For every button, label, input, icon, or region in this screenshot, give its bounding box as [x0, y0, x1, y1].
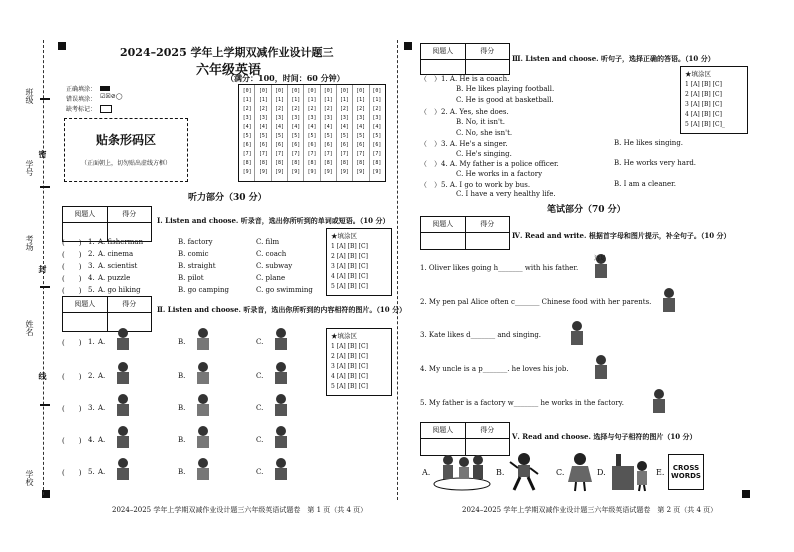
- omr-digit-row[interactable]: [239, 160, 385, 166]
- q2-title: Ⅱ. Listen and choose. 听录音，选出你所听到的内容相符的图片。（10 分）: [157, 305, 407, 314]
- fill-row[interactable]: 2 [A] [B] [C]: [331, 253, 368, 260]
- question-number: 3.: [88, 404, 95, 412]
- margin-label-school: 学校: [25, 470, 34, 486]
- omr-bubble[interactable]: [3]: [242, 115, 252, 121]
- cut-mark: 封: [38, 265, 48, 273]
- fill-row[interactable]: 4 [A] [B] [C]: [331, 373, 368, 380]
- omr-bubble[interactable]: [5]: [258, 133, 268, 139]
- omr-bubble[interactable]: [3]: [323, 115, 333, 121]
- omr-bubble[interactable]: [0]: [307, 88, 317, 94]
- option-b[interactable]: B.: [178, 436, 186, 444]
- omr-bubble[interactable]: [2]: [275, 106, 285, 112]
- omr-bubble[interactable]: [1]: [323, 97, 333, 103]
- answer-blank[interactable]: ( ): [62, 339, 82, 347]
- q5-title: Ⅴ. Read and choose. 选择与句子相符的图片（10 分）: [512, 432, 697, 441]
- omr-bubble[interactable]: [1]: [291, 97, 301, 103]
- q3-question-line[interactable]: （ ）3. A. He's a singer.: [420, 140, 508, 148]
- option-a[interactable]: A.: [98, 436, 106, 444]
- barcode-note: （正面朝上，切勿贴出虚线方框）: [80, 160, 171, 167]
- girl-icon: [190, 360, 216, 388]
- margin-label-room: 考场: [25, 235, 34, 251]
- corner-mark: [58, 42, 66, 50]
- q3-option[interactable]: B. He works very hard.: [614, 159, 697, 167]
- omr-bubble[interactable]: [9]: [339, 169, 349, 175]
- omr-bubble[interactable]: [5]: [372, 133, 382, 139]
- fill-row[interactable]: 4 [A] [B] [C]: [331, 273, 368, 280]
- q3-option[interactable]: B. He likes singing.: [614, 139, 684, 147]
- student-id-omr-grid[interactable]: [238, 84, 386, 182]
- option-a[interactable]: A. puzzle: [98, 274, 131, 282]
- answer-blank[interactable]: ( ): [62, 239, 82, 247]
- family-picnic-picture: [432, 450, 492, 492]
- score-label: 得分: [122, 300, 137, 308]
- q3-option[interactable]: B. He likes playing football.: [456, 85, 555, 93]
- boy-dancing-picture: [508, 452, 540, 492]
- omr-digit-row[interactable]: [239, 169, 385, 175]
- q3-option[interactable]: B. No, it isn't.: [456, 118, 505, 126]
- omr-bubble[interactable]: [4]: [307, 124, 317, 130]
- option-c[interactable]: C.: [256, 404, 264, 412]
- omr-bubble[interactable]: [0]: [242, 88, 252, 94]
- q3-fill-area[interactable]: [680, 66, 748, 134]
- q3-question-line[interactable]: （ ）1. A. He is a coach.: [420, 75, 510, 83]
- shop-icon: [110, 360, 136, 388]
- barcode-title: 贴条形码区: [95, 133, 156, 147]
- wrong-fill-label: 错误填涂：: [66, 96, 97, 103]
- omr-bubble[interactable]: [0]: [323, 88, 333, 94]
- grader-label: 阅题人: [421, 423, 466, 438]
- option-b[interactable]: B. factory: [178, 238, 213, 246]
- omr-bubble[interactable]: [3]: [291, 115, 301, 121]
- omr-bubble[interactable]: [5]: [242, 133, 252, 139]
- option-a[interactable]: A. scientist: [98, 262, 138, 270]
- option-c[interactable]: C. plane: [256, 274, 286, 282]
- answer-blank[interactable]: ( ): [62, 275, 82, 283]
- omr-bubble[interactable]: [2]: [339, 106, 349, 112]
- omr-digit-row[interactable]: [239, 97, 385, 103]
- option-c[interactable]: C. go swimming: [256, 286, 313, 294]
- option-c[interactable]: C. film: [256, 238, 280, 246]
- fill-area-title: ★填涂区: [685, 70, 711, 78]
- q3-question-line[interactable]: （ ）5. A. I go to work by bus.: [420, 181, 531, 189]
- omr-bubble[interactable]: [2]: [258, 106, 268, 112]
- omr-bubble[interactable]: [1]: [356, 97, 366, 103]
- q3-option[interactable]: C. He works in a factory: [456, 170, 543, 178]
- omr-bubble[interactable]: [6]: [258, 142, 268, 148]
- omr-bubble[interactable]: [0]: [356, 88, 366, 94]
- omr-bubble[interactable]: [9]: [242, 169, 252, 175]
- q3-option[interactable]: B. I am a cleaner.: [614, 180, 676, 188]
- question-number: 1.: [88, 238, 95, 246]
- factory-worker-picture: [644, 387, 674, 417]
- answer-blank[interactable]: ( ): [62, 437, 82, 445]
- omr-bubble[interactable]: [2]: [323, 106, 333, 112]
- omr-bubble[interactable]: [9]: [356, 169, 366, 175]
- fill-row[interactable]: 1 [A] [B] [C]: [685, 81, 722, 88]
- omr-bubble[interactable]: [8]: [372, 160, 382, 166]
- omr-bubble[interactable]: [0]: [291, 88, 301, 94]
- omr-bubble[interactable]: [2]: [291, 106, 301, 112]
- fill-area-title: ★填涂区: [331, 232, 357, 240]
- question-number: 5.: [88, 468, 95, 476]
- score-label: 得分: [480, 47, 495, 55]
- omr-bubble[interactable]: [7]: [275, 151, 285, 157]
- option-a[interactable]: A. cinema: [98, 250, 134, 258]
- corner-mark: [404, 42, 412, 50]
- exam-subject: 六年级英语: [196, 63, 262, 78]
- fill-row[interactable]: 3 [A] [B] [C]: [331, 363, 368, 370]
- option-c[interactable]: C. subway: [256, 262, 293, 270]
- option-a[interactable]: A.: [98, 372, 106, 380]
- omr-bubble[interactable]: [2]: [307, 106, 317, 112]
- family-dinner-picture: [654, 286, 684, 316]
- q4-sentence[interactable]: 5. My father is a factory w_______ he works in the factory.: [420, 399, 624, 407]
- reading-icon: [190, 392, 216, 420]
- omr-bubble[interactable]: [1]: [339, 97, 349, 103]
- option-b[interactable]: B. go camping: [178, 286, 229, 294]
- fill-area-title: ★填涂区: [331, 332, 357, 340]
- dancer-icon: [110, 456, 136, 484]
- omr-bubble[interactable]: [4]: [242, 124, 252, 130]
- q5-option-e[interactable]: E.: [656, 468, 665, 477]
- answer-blank[interactable]: ( ): [62, 263, 82, 271]
- omr-bubble[interactable]: [8]: [323, 160, 333, 166]
- omr-bubble[interactable]: [4]: [275, 124, 285, 130]
- bicycle-icon: [268, 360, 294, 388]
- q4-sentence[interactable]: 3. Kate likes d_______ and singing.: [420, 331, 542, 339]
- q5-option-c[interactable]: C.: [556, 468, 565, 477]
- option-b[interactable]: B. straight: [178, 262, 216, 270]
- answer-blank[interactable]: ( ): [62, 287, 82, 295]
- omr-bubble[interactable]: [9]: [291, 169, 301, 175]
- doctor-icon: [110, 392, 136, 420]
- question-number: 4.: [88, 274, 95, 282]
- score-box-q4: [420, 216, 510, 250]
- omr-bubble[interactable]: [5]: [356, 133, 366, 139]
- omr-bubble[interactable]: [7]: [291, 151, 301, 157]
- omr-bubble[interactable]: [6]: [356, 142, 366, 148]
- missing-mark-box[interactable]: [100, 105, 112, 113]
- option-b[interactable]: B.: [178, 338, 186, 346]
- q5-option-b[interactable]: B.: [496, 468, 505, 477]
- omr-bubble[interactable]: [3]: [307, 115, 317, 121]
- grader-label: 阅题人: [421, 44, 466, 59]
- bus-icon: [190, 326, 216, 354]
- q4-sentence[interactable]: 4. My uncle is a p_______. he loves his job.: [420, 365, 569, 373]
- omr-bubble[interactable]: [3]: [339, 115, 349, 121]
- answer-blank[interactable]: ( ): [62, 405, 82, 413]
- answer-blank[interactable]: ( ): [62, 373, 82, 381]
- grader-label: 阅题人: [63, 207, 108, 222]
- option-a[interactable]: A. fisherman: [98, 238, 144, 246]
- cut-mark: 线: [38, 372, 48, 380]
- omr-bubble[interactable]: [1]: [307, 97, 317, 103]
- score-field[interactable]: [466, 233, 510, 249]
- q3-option[interactable]: C. No, she isn't.: [456, 129, 513, 137]
- grader-label: 阅题人: [421, 217, 466, 232]
- omr-bubble[interactable]: [0]: [372, 88, 382, 94]
- omr-digit-row[interactable]: [239, 115, 385, 121]
- chef-icon: [190, 456, 216, 484]
- omr-bubble[interactable]: [1]: [372, 97, 382, 103]
- q3-option[interactable]: C. He is good at basketball.: [456, 96, 554, 104]
- family-icon: [110, 424, 136, 452]
- margin-label-class: 班级: [25, 88, 34, 104]
- omr-bubble[interactable]: [4]: [339, 124, 349, 130]
- answer-blank[interactable]: ( ): [62, 251, 82, 259]
- omr-bubble[interactable]: [5]: [275, 133, 285, 139]
- omr-digit-row[interactable]: [239, 106, 385, 112]
- option-c[interactable]: C.: [256, 338, 264, 346]
- omr-bubble[interactable]: [5]: [323, 133, 333, 139]
- omr-bubble[interactable]: [5]: [307, 133, 317, 139]
- q5-option-a[interactable]: A.: [422, 468, 431, 477]
- omr-bubble[interactable]: [2]: [242, 106, 252, 112]
- question-number: 2.: [88, 372, 95, 380]
- q3-title: Ⅲ. Listen and choose. 听句子，选择正确的答语。（10 分）: [512, 54, 715, 63]
- option-a[interactable]: A.: [98, 404, 106, 412]
- q2-fill-area[interactable]: [326, 328, 392, 396]
- q1-title: Ⅰ. Listen and choose. 听录音，选出你所听到的单词或短语。（10 分）: [157, 216, 390, 225]
- q1-fill-area[interactable]: [326, 228, 392, 296]
- option-c[interactable]: C.: [256, 372, 264, 380]
- fill-row[interactable]: 5 [A] [B] [C]: [331, 283, 368, 290]
- q4-sentence[interactable]: 2. My pen pal Alice often c_______ Chinese food with her parents.: [420, 298, 652, 306]
- score-field[interactable]: [466, 60, 510, 74]
- omr-bubble[interactable]: [2]: [372, 106, 382, 112]
- omr-bubble[interactable]: [7]: [258, 151, 268, 157]
- exam-title: 2024–2025 学年上学期双减作业设计题三: [120, 46, 334, 59]
- score-label: 得分: [480, 220, 495, 228]
- omr-bubble[interactable]: [8]: [258, 160, 268, 166]
- omr-bubble[interactable]: [1]: [275, 97, 285, 103]
- option-b[interactable]: B. pilot: [178, 274, 204, 282]
- omr-bubble[interactable]: [7]: [323, 151, 333, 157]
- margin-label-name: 姓名: [25, 320, 34, 336]
- score-label: 得分: [480, 426, 495, 434]
- omr-digit-row[interactable]: [239, 133, 385, 139]
- question-number: 2.: [88, 250, 95, 258]
- grader-field[interactable]: [421, 60, 466, 74]
- missing-mark-label: 缺考标记：: [66, 106, 97, 113]
- omr-bubble[interactable]: [9]: [258, 169, 268, 175]
- omr-bubble[interactable]: [8]: [291, 160, 301, 166]
- footer-page-2: 2024–2025 学年上学期双减作业设计题三六年级英语试题卷 第 2 页（共 4 页）: [462, 506, 718, 514]
- correct-fill-sample: [100, 86, 110, 91]
- q3-question-line[interactable]: （ ）4. A. My father is a police officer.: [420, 160, 559, 168]
- q3-question-line[interactable]: （ ）2. A. Yes, she does.: [420, 108, 509, 116]
- omr-bubble[interactable]: [6]: [291, 142, 301, 148]
- omr-bubble[interactable]: [9]: [323, 169, 333, 175]
- option-a[interactable]: A.: [98, 468, 106, 476]
- omr-bubble[interactable]: [6]: [275, 142, 285, 148]
- omr-bubble[interactable]: [4]: [258, 124, 268, 130]
- omr-bubble[interactable]: [8]: [307, 160, 317, 166]
- barcode-area: [64, 118, 188, 182]
- omr-bubble[interactable]: [9]: [275, 169, 285, 175]
- question-number: 1.: [88, 338, 95, 346]
- cut-mark: 密: [38, 150, 48, 158]
- score-label: 得分: [122, 210, 137, 218]
- omr-bubble[interactable]: [7]: [307, 151, 317, 157]
- omr-digit-row[interactable]: [239, 88, 385, 94]
- option-b[interactable]: B.: [178, 404, 186, 412]
- written-title: 笔试部分（70 分）: [547, 205, 626, 215]
- option-c[interactable]: C.: [256, 468, 264, 476]
- question-number: 4.: [88, 436, 95, 444]
- omr-bubble[interactable]: [4]: [372, 124, 382, 130]
- fill-row[interactable]: 1 [A] [B] [C]: [331, 343, 368, 350]
- omr-bubble[interactable]: [1]: [258, 97, 268, 103]
- fill-row[interactable]: 5 [A] [B] [C]: [331, 383, 368, 390]
- score-box-q2: [62, 296, 152, 332]
- omr-bubble[interactable]: [7]: [356, 151, 366, 157]
- q3-option[interactable]: C. I have a very healthy life.: [456, 190, 556, 198]
- person-icon: [110, 326, 136, 354]
- q3-option[interactable]: C. He's singing.: [456, 150, 512, 158]
- hint-label: 远足: [594, 255, 607, 262]
- grader-label: 阅题人: [63, 297, 108, 312]
- omr-bubble[interactable]: [0]: [275, 88, 285, 94]
- omr-bubble[interactable]: [6]: [372, 142, 382, 148]
- omr-bubble[interactable]: [5]: [291, 133, 301, 139]
- omr-bubble[interactable]: [8]: [356, 160, 366, 166]
- score-box-q1: [62, 206, 152, 242]
- omr-bubble[interactable]: [9]: [372, 169, 382, 175]
- grader-field[interactable]: [421, 233, 466, 249]
- option-b[interactable]: B.: [178, 372, 186, 380]
- omr-bubble[interactable]: [4]: [291, 124, 301, 130]
- omr-bubble[interactable]: [1]: [242, 97, 252, 103]
- omr-bubble[interactable]: [9]: [307, 169, 317, 175]
- omr-bubble[interactable]: [0]: [339, 88, 349, 94]
- corner-mark: [742, 490, 750, 498]
- omr-bubble[interactable]: [4]: [356, 124, 366, 130]
- omr-bubble[interactable]: [3]: [275, 115, 285, 121]
- option-c[interactable]: C.: [256, 436, 264, 444]
- option-a[interactable]: A.: [98, 338, 106, 346]
- option-b[interactable]: B.: [178, 468, 186, 476]
- option-b[interactable]: B. comic: [178, 250, 209, 258]
- omr-bubble[interactable]: [7]: [242, 151, 252, 157]
- crossword-picture: [668, 454, 704, 490]
- police-officer-picture: [586, 353, 616, 383]
- ballet-dancer-picture: [562, 319, 592, 349]
- fill-row[interactable]: 4 [A] [B] [C]: [685, 111, 722, 118]
- omr-digit-row[interactable]: [239, 151, 385, 157]
- question-number: 3.: [88, 262, 95, 270]
- omr-digit-row[interactable]: [239, 124, 385, 130]
- question-number: 5.: [88, 286, 95, 294]
- omr-bubble[interactable]: [3]: [258, 115, 268, 121]
- omr-bubble[interactable]: [6]: [307, 142, 317, 148]
- fill-row[interactable]: 5 [A] [B] [C]_: [685, 121, 725, 128]
- scientist-icon: [268, 392, 294, 420]
- omr-bubble[interactable]: [6]: [242, 142, 252, 148]
- omr-digit-row[interactable]: [239, 142, 385, 148]
- wrong-fill-marks: ☑☒⊘◯: [100, 93, 123, 100]
- listening-title: 听力部分（30 分）: [188, 193, 267, 203]
- answer-blank[interactable]: ( ): [62, 469, 82, 477]
- q4-title: Ⅳ. Read and write. 根据首字母和图片提示，补全句子。（10 分）: [512, 231, 731, 240]
- fill-row[interactable]: 3 [A] [B] [C]: [685, 101, 722, 108]
- student-icon: [190, 424, 216, 452]
- omr-bubble[interactable]: [6]: [323, 142, 333, 148]
- score-box-q3: [420, 43, 510, 75]
- q4-sentence[interactable]: 1. Oliver likes going h_______ with his father.: [420, 264, 579, 272]
- score-info: （满分：100，时间：60 分钟）: [226, 73, 345, 83]
- worker-icon: [268, 456, 294, 484]
- margin-label-id: 学号: [25, 160, 34, 176]
- fill-row[interactable]: 2 [A] [B] [C]: [685, 91, 722, 98]
- omr-bubble[interactable]: [8]: [339, 160, 349, 166]
- omr-bubble[interactable]: [3]: [356, 115, 366, 121]
- fold-line: [397, 40, 398, 500]
- crossword-label: CROSS WORDS: [671, 464, 701, 480]
- footer-page-1: 2024–2025 学年上学期双减作业设计题三六年级英语试题卷 第 1 页（共 4 页）: [112, 506, 368, 514]
- q5-option-d[interactable]: D.: [597, 468, 606, 477]
- omr-bubble[interactable]: [8]: [242, 160, 252, 166]
- omr-bubble[interactable]: [7]: [372, 151, 382, 157]
- grader-field[interactable]: [63, 313, 108, 331]
- girl-singing-picture: [566, 452, 594, 492]
- correct-fill-label: 正确填涂：: [66, 86, 97, 93]
- omr-bubble[interactable]: [5]: [339, 133, 349, 139]
- omr-bubble[interactable]: [8]: [275, 160, 285, 166]
- omr-bubble[interactable]: [3]: [372, 115, 382, 121]
- omr-bubble[interactable]: [2]: [356, 106, 366, 112]
- option-a[interactable]: A. go hiking: [98, 286, 141, 294]
- fill-row[interactable]: 2 [A] [B] [C]: [331, 353, 368, 360]
- omr-bubble[interactable]: [0]: [258, 88, 268, 94]
- teacher-icon: [268, 424, 294, 452]
- factory-worker-picture: [610, 452, 652, 492]
- option-c[interactable]: C. coach: [256, 250, 287, 258]
- omr-bubble[interactable]: [7]: [339, 151, 349, 157]
- fill-row[interactable]: 3 [A] [B] [C]: [331, 263, 368, 270]
- omr-bubble[interactable]: [4]: [323, 124, 333, 130]
- nurse-icon: [268, 326, 294, 354]
- fill-row[interactable]: 1 [A] [B] [C]: [331, 243, 368, 250]
- omr-bubble[interactable]: [6]: [339, 142, 349, 148]
